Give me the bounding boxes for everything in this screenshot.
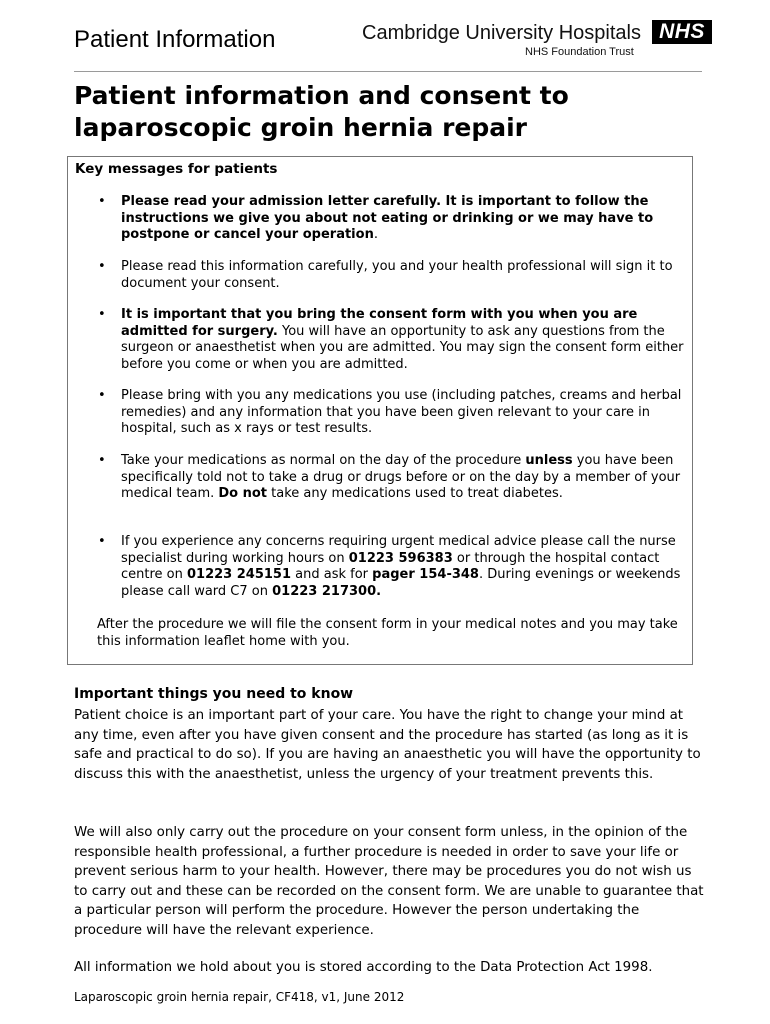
bullet-text: You will have an opportunity to ask any questions from the surgeon or anaesthetist when you are admitted. You may sign the consent form either before you come or when you are admitted. <box>121 323 684 372</box>
bullet-text: take any medications used to treat diabetes. <box>267 486 563 501</box>
bullet-icon: • <box>98 534 106 549</box>
bullet-text: If you experience any concerns requiring urgent medical advice please call the nurse specialist during working hours on <box>121 534 676 566</box>
unless-emphasis: unless <box>525 453 573 468</box>
data-protection-paragraph: All information we hold about you is stored according to the Data Protection Act 1998. <box>74 960 653 975</box>
after-procedure-note: After the procedure we will file the consent form in your medical notes and you may take this information leaflet home with you. <box>97 617 678 649</box>
nhs-logo: NHS <box>652 20 712 44</box>
contact-centre-phone-number: 01223 245151 <box>187 567 292 582</box>
further-procedure-paragraph: We will also only carry out the procedure on your consent form unless, in the opinion of the responsible health professional, a further procedure is needed in order to save your life or prevent serious harm to your health. However, there may be procedures you do not wish us to carry out and these can be recorded on the consent form. We are unable to guarantee that a particular person will perform the procedure. However the person undertaking the procedure will have the relevant experience. <box>74 825 704 938</box>
bullet-icon: • <box>98 194 106 209</box>
bullet-text: Please read your admission letter carefully. It is important to follow the instructions we give you about not eating or drinking or we may have to postpone or cancel your operation <box>121 194 654 242</box>
title-line-2: laparoscopic groin hernia repair <box>74 113 528 142</box>
bullet-text: Please bring with you any medications you use (including patches, creams and herbal remedies) and any information that you have been given relevant to your care in hospital, such as x rays or test results. <box>121 388 682 436</box>
trust-name: Cambridge University Hospitals <box>362 22 641 44</box>
bullet-text: you have been specifically told not to take a drug or drugs before or on the day by a member of your medical team. <box>121 453 681 501</box>
page-title <box>74 80 704 144</box>
header-divider <box>74 71 702 72</box>
pager-number: pager 154-348 <box>372 567 479 582</box>
bullet-text-end: . <box>373 227 378 242</box>
bullet-text: Take your medications as normal on the day of the procedure <box>121 453 526 468</box>
ward-phone-number: 01223 217300. <box>272 583 382 599</box>
bullet-icon: • <box>98 307 106 322</box>
bullet-icon: • <box>98 259 106 274</box>
bullet-icon: • <box>98 388 106 403</box>
bullet-text: . During evenings or weekends please call ward C7 on <box>121 567 681 599</box>
patient-choice-paragraph: Patient choice is an important part of your care. You have the right to change your mind at any time, even after you have given consent and the procedure has started (as long as it is safe and practical to do so). If you are having an anaesthetic you will have the opportunity to discuss this with the anaesthetist, unless the urgency of your treatment prevents this. <box>74 708 701 782</box>
bullet-bold-text: It is important that you bring the consent form with you when you are admitted for surgery. <box>121 307 638 339</box>
bullet-text: or through the hospital contact centre on <box>121 550 660 582</box>
bullet-text: and ask for <box>291 567 373 582</box>
bullet-text: Please read this information carefully, you and your health professional will sign it to document your consent. <box>121 259 673 291</box>
page-header <box>0 0 770 78</box>
important-things-heading: Important things you need to know <box>74 686 354 702</box>
bullet-icon: • <box>98 453 106 468</box>
title-line-1: Patient information and consent to <box>74 81 569 110</box>
key-messages-heading: Key messages for patients <box>75 161 278 177</box>
trust-subtitle: NHS Foundation Trust <box>525 46 634 58</box>
nurse-phone-number: 01223 596383 <box>348 550 453 566</box>
do-not-emphasis: Do not <box>218 486 268 501</box>
key-messages-box <box>67 156 693 665</box>
document-footer: Laparoscopic groin hernia repair, CF418, v1, June 2012 <box>74 990 405 1004</box>
patient-information-label: Patient Information <box>74 26 276 53</box>
